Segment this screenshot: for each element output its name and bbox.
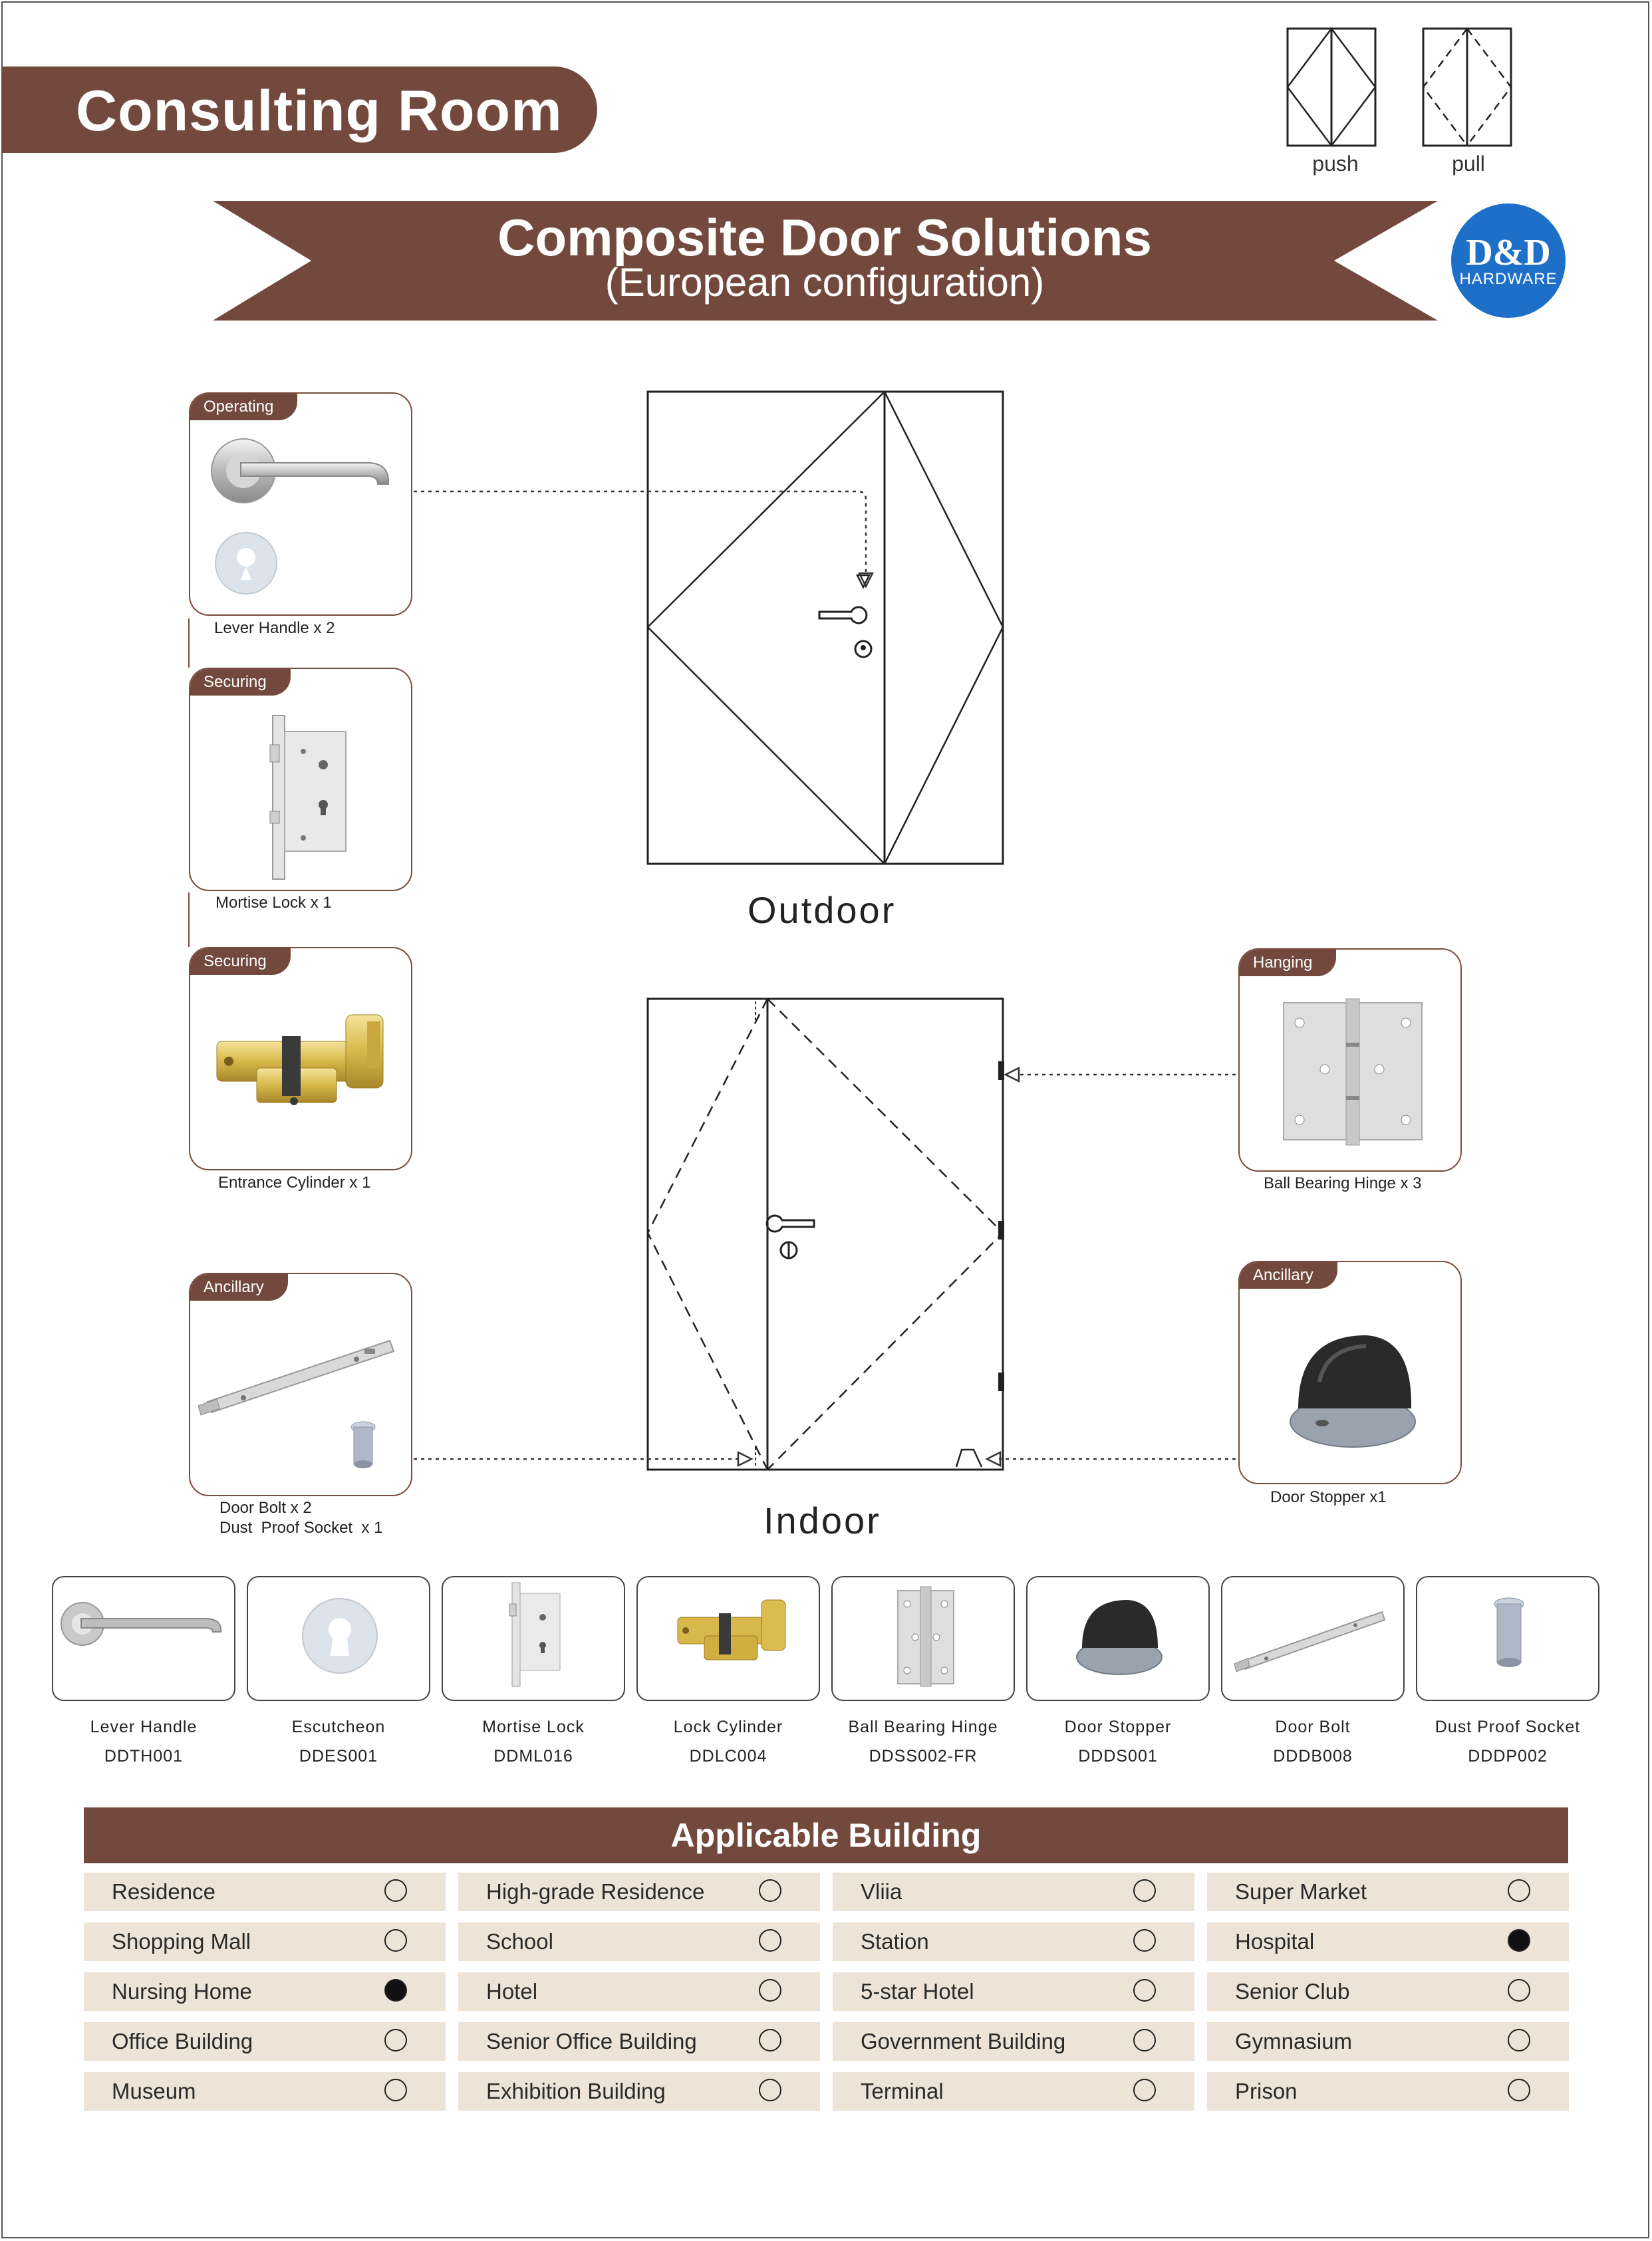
building-label: High-grade Residence bbox=[486, 1879, 705, 1904]
product-name: Door Stopper bbox=[1064, 1718, 1172, 1736]
radio-empty-icon bbox=[1133, 1929, 1156, 1952]
building-option bbox=[458, 2072, 820, 2111]
building-option bbox=[1207, 2072, 1569, 2111]
product-card[interactable] bbox=[636, 1576, 820, 1701]
product-card[interactable] bbox=[1221, 1576, 1405, 1701]
door-stopper-mark bbox=[956, 1450, 982, 1467]
building-label: Government Building bbox=[861, 2029, 1066, 2053]
card-caption: Entrance Cylinder x 1 bbox=[218, 1174, 371, 1192]
product-card[interactable] bbox=[442, 1576, 625, 1701]
radio-checked-icon bbox=[384, 1979, 407, 2002]
dust-socket-icon bbox=[351, 1422, 375, 1468]
building-label: Senior Office Building bbox=[486, 2029, 697, 2053]
product-code: DDDP002 bbox=[1468, 1747, 1548, 1766]
banner-subtitle: (European configuration) bbox=[605, 260, 1045, 305]
product-card[interactable] bbox=[1416, 1576, 1599, 1701]
building-option bbox=[458, 1922, 820, 1961]
building-label: Hospital bbox=[1235, 1929, 1315, 1954]
building-label: Terminal bbox=[861, 2079, 944, 2103]
card-caption: Ball Bearing Hinge x 3 bbox=[1264, 1174, 1422, 1192]
radio-empty-icon bbox=[1133, 2029, 1156, 2051]
hinge-icon bbox=[1280, 996, 1426, 1149]
building-option bbox=[833, 2022, 1194, 2061]
building-label: Hotel bbox=[486, 1979, 538, 2004]
building-option bbox=[833, 1922, 1194, 1961]
product-card[interactable] bbox=[1026, 1576, 1210, 1701]
escutcheon-icon bbox=[248, 1577, 430, 1701]
logo-sub: HARDWARE bbox=[1459, 270, 1558, 288]
push-pull-legend bbox=[1284, 27, 1563, 153]
page-title-tab bbox=[1, 66, 597, 153]
applicable-building-title: Applicable Building bbox=[84, 1807, 1568, 1863]
card-ball-bearing-hinge[interactable] bbox=[1238, 948, 1462, 1172]
radio-empty-icon bbox=[1508, 1979, 1530, 2002]
page-title: Consulting Room bbox=[76, 79, 563, 143]
indoor-label: Indoor bbox=[763, 1500, 881, 1541]
dust-socket-icon bbox=[1417, 1577, 1599, 1701]
radio-empty-icon bbox=[759, 1929, 781, 1952]
radio-empty-icon bbox=[1133, 2079, 1156, 2101]
radio-empty-icon bbox=[384, 1929, 407, 1952]
card-tag: Ancillary bbox=[190, 1274, 288, 1301]
lock-cylinder-icon bbox=[638, 1577, 820, 1701]
building-option bbox=[1207, 2022, 1569, 2061]
radio-empty-icon bbox=[759, 1879, 781, 1902]
building-option bbox=[833, 1873, 1194, 1911]
radio-empty-icon bbox=[759, 2079, 781, 2101]
door-handle-icon bbox=[819, 607, 867, 623]
card-door-bolt[interactable] bbox=[189, 1273, 412, 1496]
push-label: push bbox=[1312, 152, 1359, 176]
pull-icon bbox=[1423, 29, 1511, 146]
building-label: Senior Club bbox=[1235, 1979, 1350, 2004]
card-tag: Securing bbox=[190, 948, 291, 975]
mortise-lock-icon bbox=[257, 712, 350, 884]
radio-empty-icon bbox=[1508, 2079, 1530, 2101]
hinge-mark bbox=[998, 1061, 1004, 1080]
building-label: Museum bbox=[112, 2079, 196, 2103]
card-door-stopper[interactable] bbox=[1238, 1261, 1462, 1484]
radio-empty-icon bbox=[1508, 2029, 1530, 2051]
hinge-mark bbox=[998, 1221, 1004, 1240]
dd-hardware-logo bbox=[1451, 203, 1566, 318]
building-option bbox=[84, 2022, 446, 2061]
radio-checked-icon bbox=[1508, 1929, 1530, 1952]
card-caption: Door Stopper x1 bbox=[1270, 1488, 1387, 1506]
card-mortise-lock[interactable] bbox=[189, 668, 412, 891]
keyhole-icon bbox=[855, 641, 871, 657]
building-label: Exhibition Building bbox=[486, 2079, 666, 2103]
card-caption: Door Bolt x 2 bbox=[219, 1499, 312, 1517]
hinge-mark bbox=[998, 1373, 1004, 1391]
push-icon bbox=[1288, 29, 1375, 146]
door-bolt-icon bbox=[197, 1314, 403, 1487]
mortise-lock-icon bbox=[443, 1577, 625, 1701]
card-entrance-cylinder[interactable] bbox=[189, 947, 412, 1170]
product-code: DDTH001 bbox=[104, 1747, 184, 1766]
building-label: Office Building bbox=[112, 2029, 253, 2053]
building-option bbox=[458, 1873, 820, 1911]
product-name: Mortise Lock bbox=[482, 1718, 585, 1736]
product-code: DDDS001 bbox=[1078, 1747, 1158, 1766]
product-name: Dust Proof Socket bbox=[1435, 1718, 1581, 1736]
product-name: Lock Cylinder bbox=[673, 1718, 783, 1736]
card-caption: Mortise Lock x 1 bbox=[215, 894, 332, 912]
building-label: Station bbox=[861, 1929, 929, 1954]
door-bolt-icon bbox=[1222, 1577, 1405, 1701]
card-tag: Hanging bbox=[1240, 950, 1336, 976]
radio-empty-icon bbox=[759, 2029, 781, 2051]
door-handle-icon bbox=[767, 1216, 814, 1232]
building-option bbox=[84, 1873, 446, 1911]
outdoor-label: Outdoor bbox=[748, 889, 896, 931]
building-label: Gymnasium bbox=[1235, 2029, 1353, 2053]
lever-handle-icon bbox=[204, 434, 403, 606]
radio-empty-icon bbox=[384, 2029, 407, 2051]
building-option bbox=[833, 2072, 1194, 2111]
radio-empty-icon bbox=[1133, 1979, 1156, 2002]
building-option bbox=[1207, 1873, 1569, 1911]
building-option bbox=[1207, 1972, 1569, 2011]
building-option bbox=[84, 2072, 446, 2111]
building-label: Prison bbox=[1235, 2079, 1298, 2103]
door-stopper-icon bbox=[1028, 1577, 1210, 1701]
building-label: Residence bbox=[112, 1879, 215, 1904]
product-card[interactable] bbox=[247, 1576, 430, 1701]
radio-empty-icon bbox=[384, 1879, 407, 1902]
building-option bbox=[84, 1922, 446, 1961]
product-code: DDSS002-FR bbox=[869, 1747, 978, 1766]
radio-empty-icon bbox=[1133, 1879, 1156, 1902]
product-code: DDDB008 bbox=[1273, 1747, 1353, 1766]
lock-cylinder-icon bbox=[210, 995, 403, 1141]
banner-title: Composite Door Solutions bbox=[497, 208, 1152, 267]
building-option bbox=[458, 2022, 820, 2061]
card-lever-handle[interactable] bbox=[189, 392, 412, 616]
product-card[interactable] bbox=[52, 1576, 235, 1701]
radio-empty-icon bbox=[384, 2079, 407, 2101]
building-option bbox=[458, 1972, 820, 2011]
building-label: Nursing Home bbox=[112, 1979, 252, 2004]
product-name: Lever Handle bbox=[90, 1718, 198, 1736]
building-label: Vliia bbox=[861, 1879, 902, 1904]
building-label: 5-star Hotel bbox=[861, 1979, 974, 2004]
building-label: Super Market bbox=[1235, 1879, 1367, 1904]
card-tag: Securing bbox=[190, 669, 291, 696]
product-name: Escutcheon bbox=[291, 1718, 386, 1736]
product-code: DDLC004 bbox=[689, 1747, 767, 1766]
building-option bbox=[84, 1972, 446, 2011]
product-card[interactable] bbox=[831, 1576, 1015, 1701]
logo-brand: D&D bbox=[1466, 232, 1551, 273]
pull-label: pull bbox=[1452, 152, 1485, 176]
outdoor-door-diagram bbox=[645, 389, 1011, 868]
radio-empty-icon bbox=[759, 1979, 781, 2002]
building-option bbox=[1207, 1922, 1569, 1961]
building-option bbox=[833, 1972, 1194, 2011]
card-caption: Dust Proof Socket x 1 bbox=[219, 1519, 383, 1537]
thumb-turn-icon bbox=[781, 1242, 797, 1258]
product-code: DDML016 bbox=[493, 1747, 573, 1766]
building-label: School bbox=[486, 1929, 553, 1954]
card-caption: Lever Handle x 2 bbox=[214, 619, 335, 637]
building-label: Shopping Mall bbox=[112, 1929, 251, 1954]
card-tag: Operating bbox=[190, 394, 297, 420]
radio-empty-icon bbox=[1508, 1879, 1530, 1902]
card-tag: Ancillary bbox=[1240, 1262, 1337, 1289]
product-name: Ball Bearing Hinge bbox=[848, 1718, 998, 1736]
hinge-icon bbox=[833, 1577, 1015, 1701]
product-name: Door Bolt bbox=[1275, 1718, 1351, 1736]
lever-handle-icon bbox=[53, 1577, 235, 1701]
door-stopper-icon bbox=[1280, 1309, 1426, 1462]
indoor-door-diagram bbox=[645, 995, 1011, 1474]
product-code: DDES001 bbox=[299, 1747, 378, 1766]
